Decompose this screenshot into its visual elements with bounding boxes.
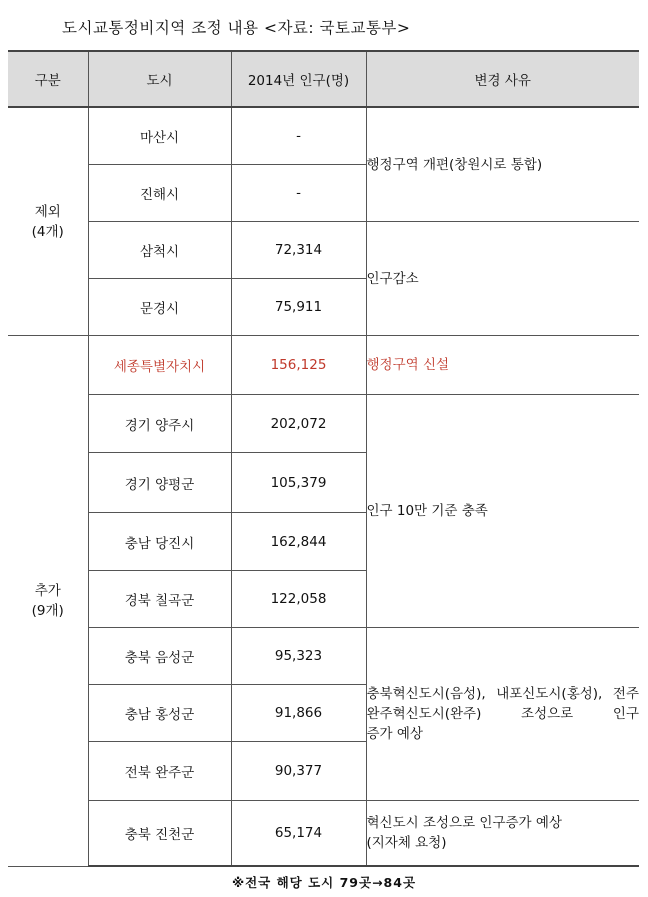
reason-cell: [366, 801, 639, 867]
reason-text-continued: 증가 예상: [366, 726, 423, 742]
footnote: ※전국 해당 도시 79곳→84곳: [231, 875, 417, 890]
reason-cell: 인구 10만 기준 충족: [366, 395, 639, 628]
category-count: (4개): [31, 223, 64, 240]
population-cell: 72,314: [231, 222, 366, 279]
city-cell: 마산시: [88, 107, 231, 165]
reason-cell: 행정구역 개편(창원시로 통합): [366, 107, 639, 222]
population-cell: 95,323: [231, 628, 366, 685]
city-cell: 삼척시: [88, 222, 231, 279]
reason-cell: [366, 628, 639, 801]
population-cell: -: [231, 107, 366, 165]
city-cell: 충북 진천군: [88, 801, 231, 867]
population-cell: 202,072: [231, 395, 366, 453]
category-excluded: [8, 107, 88, 336]
category-label: 제외: [34, 203, 61, 220]
table-row: [8, 336, 639, 395]
reason-text-continued: (지자체 요청): [366, 835, 447, 851]
city-cell-highlight: 세종특별자치시: [88, 336, 231, 395]
population-cell: 75,911: [231, 279, 366, 336]
city-cell: 진해시: [88, 165, 231, 222]
population-cell: 65,174: [231, 801, 366, 867]
reason-cell-highlight: 행정구역 신설: [366, 336, 639, 395]
city-cell: 경북 칠곡군: [88, 571, 231, 628]
city-cell: 충남 홍성군: [88, 685, 231, 742]
reason-cell: 인구감소: [366, 222, 639, 336]
table-row: [8, 801, 639, 867]
category-label: 추가: [34, 582, 61, 599]
reason-text: 충북혁신도시(음성), 내포신도시(홍성), 전주완주혁신도시(완주) 조성으로 인구: [366, 686, 639, 722]
city-cell: 경기 양주시: [88, 395, 231, 453]
header-city: 도시: [88, 51, 231, 107]
adjustment-table: [8, 50, 639, 867]
population-cell: 162,844: [231, 513, 366, 571]
category-count: (9개): [31, 602, 64, 619]
population-cell: 90,377: [231, 742, 366, 801]
table-row: [8, 107, 639, 165]
header-category: 구분: [8, 51, 88, 107]
reason-text: 혁신도시 조성으로 인구증가 예상: [366, 815, 562, 831]
population-cell: 91,866: [231, 685, 366, 742]
page-title: 도시교통정비지역 조정 내용 <자료: 국토교통부>: [62, 19, 411, 37]
city-cell: 전북 완주군: [88, 742, 231, 801]
city-cell: 충남 당진시: [88, 513, 231, 571]
population-cell-highlight: 156,125: [231, 336, 366, 395]
population-cell: 122,058: [231, 571, 366, 628]
category-added: [8, 336, 88, 867]
table-row: [8, 628, 639, 685]
table-row: [8, 222, 639, 279]
city-cell: 충북 음성군: [88, 628, 231, 685]
city-cell: 경기 양평군: [88, 453, 231, 513]
table-header-row: [8, 51, 639, 107]
table-row: [8, 395, 639, 453]
population-cell: 105,379: [231, 453, 366, 513]
city-cell: 문경시: [88, 279, 231, 336]
header-population: 2014년 인구(명): [231, 51, 366, 107]
population-cell: -: [231, 165, 366, 222]
header-reason: 변경 사유: [366, 51, 639, 107]
